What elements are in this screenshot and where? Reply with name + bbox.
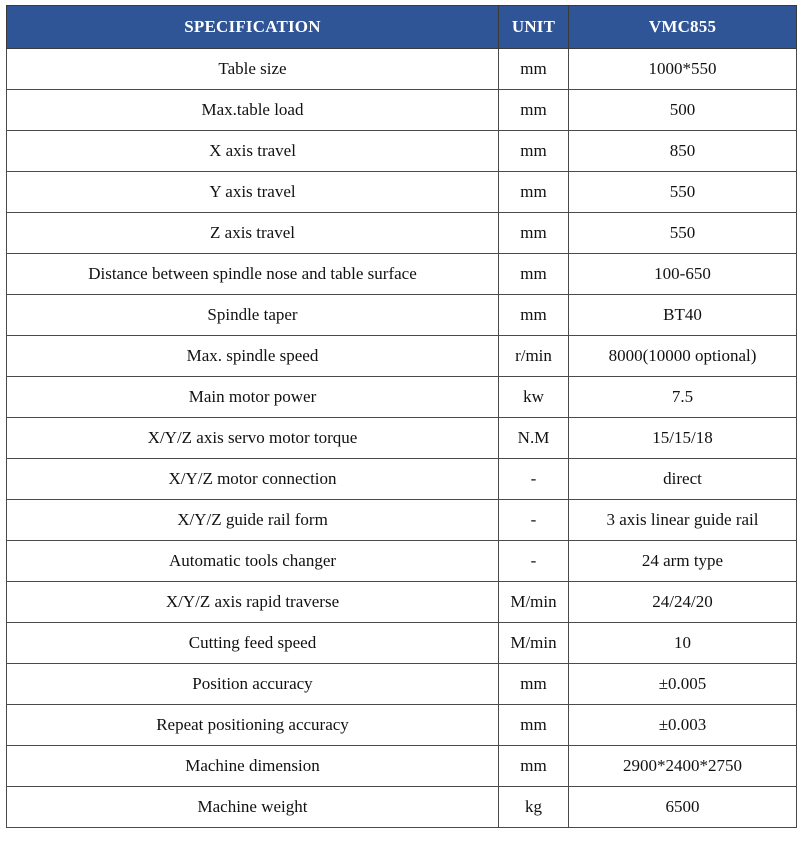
spec-cell: X/Y/Z motor connection <box>7 459 499 500</box>
table-row <box>7 582 797 623</box>
spec-cell: Z axis travel <box>7 213 499 254</box>
value-cell: BT40 <box>569 295 797 336</box>
value-cell: ±0.005 <box>569 664 797 705</box>
spec-cell: Cutting feed speed <box>7 623 499 664</box>
table-row <box>7 90 797 131</box>
spec-cell: Automatic tools changer <box>7 541 499 582</box>
table-row <box>7 746 797 787</box>
table-row <box>7 787 797 828</box>
value-cell: 550 <box>569 213 797 254</box>
table-row <box>7 541 797 582</box>
unit-cell: mm <box>499 172 569 213</box>
table-row <box>7 172 797 213</box>
unit-cell: N.M <box>499 418 569 459</box>
value-cell: 24/24/20 <box>569 582 797 623</box>
unit-cell: mm <box>499 90 569 131</box>
header-model: VMC855 <box>569 6 797 49</box>
table-row <box>7 254 797 295</box>
value-cell: 10 <box>569 623 797 664</box>
unit-cell: mm <box>499 664 569 705</box>
specification-table <box>6 5 797 828</box>
unit-cell: kw <box>499 377 569 418</box>
unit-cell: mm <box>499 131 569 172</box>
unit-cell: kg <box>499 787 569 828</box>
table-row <box>7 295 797 336</box>
unit-cell: - <box>499 541 569 582</box>
table-row <box>7 131 797 172</box>
spec-cell: Spindle taper <box>7 295 499 336</box>
unit-cell: mm <box>499 49 569 90</box>
table-row <box>7 49 797 90</box>
spec-cell: Machine weight <box>7 787 499 828</box>
spec-cell: X axis travel <box>7 131 499 172</box>
header-unit: UNIT <box>499 6 569 49</box>
unit-cell: mm <box>499 213 569 254</box>
spec-cell: Y axis travel <box>7 172 499 213</box>
spec-cell: Table size <box>7 49 499 90</box>
value-cell: 100-650 <box>569 254 797 295</box>
table-body <box>7 49 797 828</box>
value-cell: 6500 <box>569 787 797 828</box>
spec-cell: Max. spindle speed <box>7 336 499 377</box>
table-row <box>7 500 797 541</box>
value-cell: 550 <box>569 172 797 213</box>
unit-cell: mm <box>499 254 569 295</box>
spec-cell: X/Y/Z axis rapid traverse <box>7 582 499 623</box>
unit-cell: r/min <box>499 336 569 377</box>
table-row <box>7 377 797 418</box>
spec-cell: Position accuracy <box>7 664 499 705</box>
table-row <box>7 705 797 746</box>
unit-cell: mm <box>499 295 569 336</box>
value-cell: 1000*550 <box>569 49 797 90</box>
value-cell: 500 <box>569 90 797 131</box>
spec-cell: Main motor power <box>7 377 499 418</box>
spec-cell: Distance between spindle nose and table surface <box>7 254 499 295</box>
unit-cell: M/min <box>499 582 569 623</box>
value-cell: 3 axis linear guide rail <box>569 500 797 541</box>
table-row <box>7 623 797 664</box>
unit-cell: - <box>499 500 569 541</box>
spec-cell: Machine dimension <box>7 746 499 787</box>
value-cell: 850 <box>569 131 797 172</box>
table-row <box>7 418 797 459</box>
table-row <box>7 213 797 254</box>
table-row <box>7 336 797 377</box>
table-header <box>7 6 797 49</box>
spec-cell: X/Y/Z guide rail form <box>7 500 499 541</box>
value-cell: ±0.003 <box>569 705 797 746</box>
unit-cell: - <box>499 459 569 500</box>
spec-cell: Max.table load <box>7 90 499 131</box>
value-cell: 24 arm type <box>569 541 797 582</box>
spec-cell: Repeat positioning accuracy <box>7 705 499 746</box>
unit-cell: mm <box>499 705 569 746</box>
table-row <box>7 459 797 500</box>
spec-cell: X/Y/Z axis servo motor torque <box>7 418 499 459</box>
unit-cell: mm <box>499 746 569 787</box>
value-cell: direct <box>569 459 797 500</box>
value-cell: 8000(10000 optional) <box>569 336 797 377</box>
header-row <box>7 6 797 49</box>
value-cell: 15/15/18 <box>569 418 797 459</box>
unit-cell: M/min <box>499 623 569 664</box>
table-row <box>7 664 797 705</box>
value-cell: 2900*2400*2750 <box>569 746 797 787</box>
value-cell: 7.5 <box>569 377 797 418</box>
header-specification: SPECIFICATION <box>7 6 499 49</box>
